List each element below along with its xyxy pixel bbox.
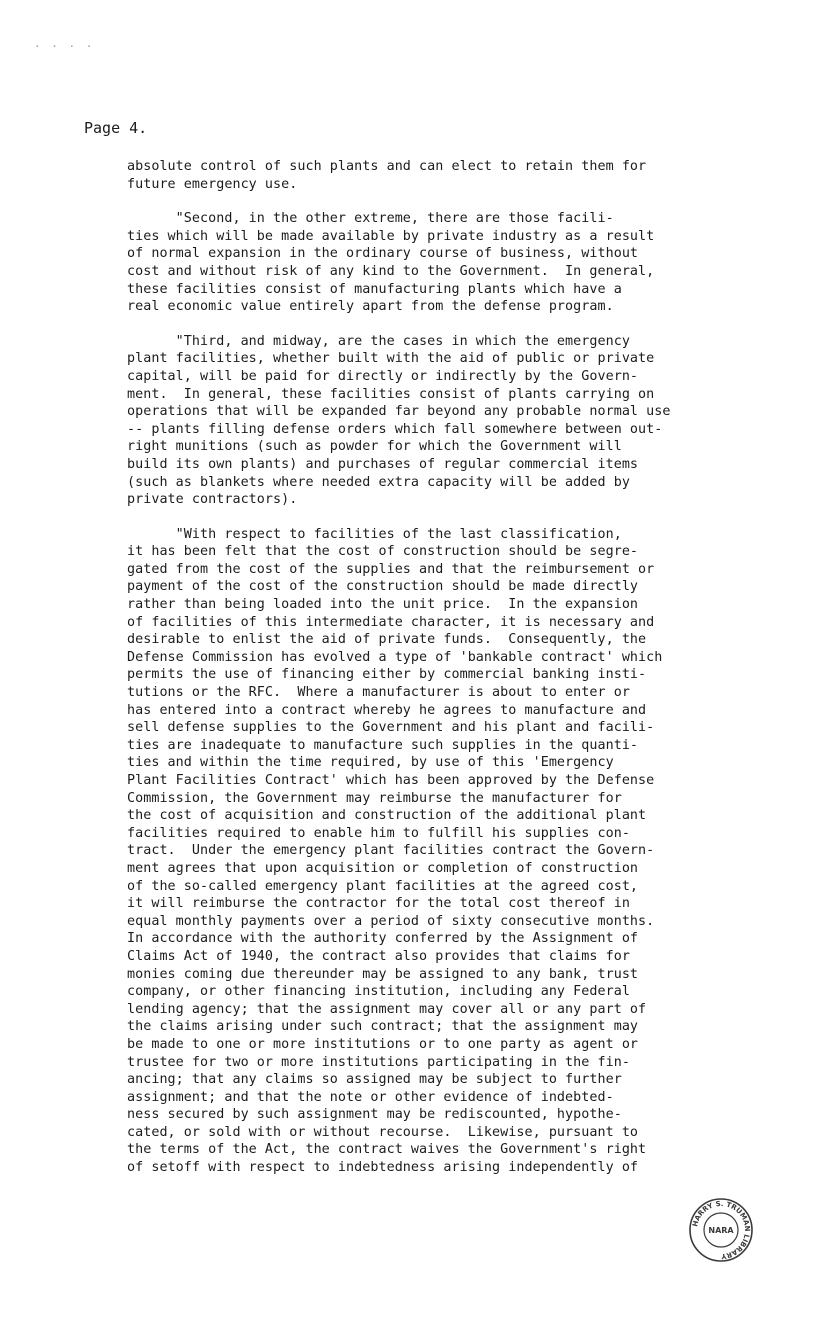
text-line: ties and within the time required, by use of this 'Emergency [127, 755, 614, 771]
text-line: lending agency; that the assignment may cover all or any part of [127, 1001, 647, 1017]
text-line: tract. Under the emergency plant facilities contract the Govern- [127, 843, 655, 859]
text-line: the terms of the Act, the contract waives the Government's right [127, 1142, 647, 1158]
text-line: operations that will be expanded far beyond any probable normal use [127, 404, 671, 420]
text-line: future emergency use. [127, 176, 298, 192]
text-line: absolute control of such plants and can elect to retain them for [127, 159, 647, 174]
text-line: payment of the cost of the construction should be made directly [127, 579, 639, 595]
text-line: ancing; that any claims so assigned may be subject to further [127, 1072, 622, 1088]
text-line: cated, or sold with or without recourse. Likewise, pursuant to [127, 1124, 639, 1140]
paragraph-2 [127, 210, 687, 316]
text-line: equal monthly payments over a period of sixty consecutive months. [127, 913, 655, 929]
text-line: permits the use of financing either by commercial banking insti- [127, 667, 647, 683]
text-line: "With respect to facilities of the last classification, [127, 526, 622, 542]
text-line: Defense Commission has evolved a type of 'bankable contract' which [127, 649, 663, 665]
text-line: private contractors). [127, 492, 298, 508]
text-line: rather than being loaded into the unit price. In the expansion [127, 597, 639, 613]
text-line: of normal expansion in the ordinary course of business, without [127, 246, 639, 262]
text-line: gated from the cost of the supplies and that the reimbursement or [127, 561, 655, 577]
text-line: ties which will be made available by private industry as a result [127, 228, 655, 244]
text-line: of setoff with respect to indebtedness arising independently of [127, 1160, 639, 1176]
text-line: In accordance with the authority conferred by the Assignment of [127, 931, 639, 947]
text-line: plant facilities, whether built with the aid of public or private [127, 351, 655, 367]
svg-text:HARRY S. TRUMAN LIBRARY: HARRY S. TRUMAN LIBRARY [691, 1199, 752, 1261]
text-line: ness secured by such assignment may be rediscounted, hypothe- [127, 1107, 622, 1123]
svg-text:NARA: NARA [708, 1226, 734, 1235]
text-line: it will reimburse the contractor for the total cost thereof in [127, 896, 630, 912]
text-line: ment agrees that upon acquisition or completion of construction [127, 860, 639, 876]
text-line: of the so-called emergency plant facilities at the agreed cost, [127, 878, 639, 894]
text-line: facilities required to enable him to fulfill his supplies con- [127, 825, 630, 841]
text-line: desirable to enlist the aid of private funds. Consequently, the [127, 632, 647, 648]
text-line: capital, will be paid for directly or indirectly by the Govern- [127, 368, 639, 384]
text-line: Commission, the Government may reimburse the manufacturer for [127, 790, 622, 806]
paragraph-3 [127, 333, 687, 509]
text-line: of facilities of this intermediate character, it is necessary and [127, 614, 655, 630]
paragraph-1 [127, 158, 687, 193]
text-line: the cost of acquisition and construction of the additional plant [127, 808, 647, 824]
text-line: -- plants filling defense orders which fall somewhere between out- [127, 421, 663, 437]
text-line: these facilities consist of manufacturing plants which have a [127, 281, 622, 297]
text-line: assignment; and that the note or other evidence of indebted- [127, 1089, 614, 1105]
text-line: be made to one or more institutions or to one party as agent or [127, 1036, 639, 1052]
paragraph-4 [127, 526, 687, 1177]
text-line: Plant Facilities Contract' which has been approved by the Defense [127, 773, 655, 788]
text-line: right munitions (such as powder for which the Government will [127, 439, 622, 455]
margin-specks: · · · · [34, 40, 95, 53]
document-body [127, 158, 687, 1194]
text-line: has entered into a contract whereby he agrees to manufacture and [127, 702, 647, 718]
text-line: ties are inadequate to manufacture such supplies in the quanti- [127, 737, 639, 753]
text-line: trustee for two or more institutions participating in the fin- [127, 1054, 630, 1070]
text-line: tutions or the RFC. Where a manufacturer is about to enter or [127, 685, 630, 701]
text-line: monies coming due thereunder may be assigned to any bank, trust [127, 966, 639, 982]
text-line: Claims Act of 1940, the contract also provides that claims for [127, 948, 630, 964]
text-line: ment. In general, these facilities consist of plants carrying on [127, 386, 655, 402]
page-number: Page 4. [84, 119, 148, 137]
text-line: (such as blankets where needed extra capacity will be added by [127, 474, 630, 490]
text-line: it has been felt that the cost of construction should be segre- [127, 544, 639, 560]
text-line: cost and without risk of any kind to the Government. In general, [127, 263, 655, 279]
text-line: the claims arising under such contract; that the assignment may [127, 1019, 639, 1035]
truman-library-stamp-icon [688, 1197, 754, 1263]
text-line: real economic value entirely apart from the defense program. [127, 299, 614, 315]
text-line: "Third, and midway, are the cases in which the emergency [127, 333, 630, 349]
text-line: sell defense supplies to the Government and his plant and facili- [127, 720, 655, 736]
text-line: build its own plants) and purchases of regular commercial items [127, 456, 639, 472]
text-line: company, or other financing institution, including any Federal [127, 984, 630, 1000]
text-line: "Second, in the other extreme, there are those facili- [127, 211, 614, 227]
